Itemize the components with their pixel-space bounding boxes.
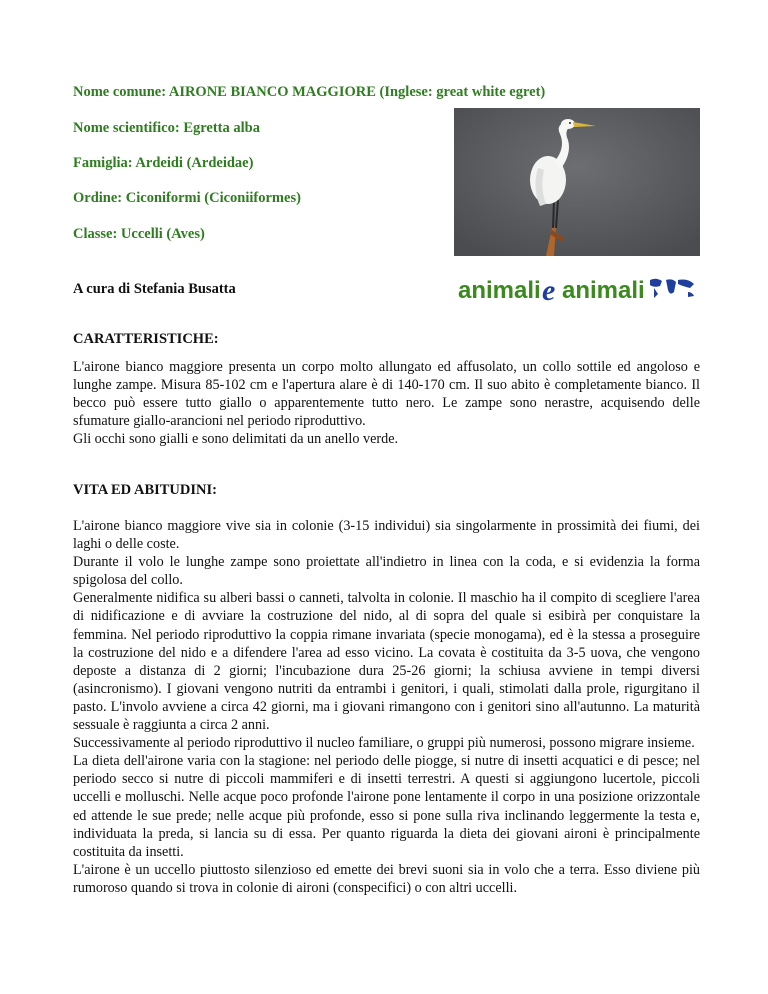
- common-name: Nome comune: AIRONE BIANCO MAGGIORE (Inglese: great white egret): [73, 84, 546, 100]
- text-line: Generalmente nidifica su alberi bassi o canneti, talvolta in colonie. Il maschio ha il compito di scegliere l'area di nidificazione e di avviare la costruzione del nido, al di sopra del quale si esibirà per conquistare la femmina. Nel periodo riproduttivo la coppia rimane invariata (specie monogama), ed è la stessa a proseguire la costruzione del nido e a difendere l'area ad esso vicino. La covata è costituita da 3-5 uova, che vengono deposte a distanza di 2 giorni; l'incubazione dura 25-26 giorni; la schiusa avviene in tempi diversi (asincronismo). I giovani vengono nutriti da entrambi i genitori, i quali, stimolati dalla prole, rigurgitano il pasto. L'involo avviene a circa 42 giorni, ma i giovani rimangono con i genitori sino all'autunno. La maturità sessuale è raggiunta a circa 2 anni.: [73, 590, 700, 734]
- text-line: Durante il volo le lunghe zampe sono proiettate all'indietro in linea con la coda, e si evidenzia la forma spigolosa del collo.: [73, 554, 700, 589]
- text-line: Gli occhi sono gialli e sono delimitati da un anello verde.: [73, 431, 399, 448]
- logo-text-e: e: [542, 274, 556, 306]
- text-line: La dieta dell'airone varia con la stagione: nel periodo delle piogge, si nutre di insetti acquatici e di pesce; nel periodo secco si nutre di piccoli mammiferi e di insetti terrestri. A questi si aggiungono lucertole, piccoli uccelli e molluschi. Nelle acque poco profonde l'airone pone lentamente il corpo in una posizione orizzontale ed attende le sue prede; nelle acque più profonde, esso si pone sulla riva inclinando leggermente la testa e, individuata la preda, si lancia su di essa. Per quanto riguarda la dieta dei giovani aironi è principalmente costituita da insetti.: [73, 753, 700, 860]
- section-title-caratteristiche: CARATTERISTICHE:: [73, 331, 219, 347]
- curator: A cura di Stefania Busatta: [73, 281, 236, 297]
- logo-graphic: [456, 272, 700, 306]
- logo-text-1: animali: [458, 277, 541, 304]
- logo-text-2: animali: [562, 277, 645, 304]
- text-line: L'airone bianco maggiore vive sia in colonie (3-15 individui) sia singolarmente in prossimità dei fiumi, dei laghi o delle coste.: [73, 518, 700, 553]
- section-title-vita: VITA ED ABITUDINI:: [73, 482, 217, 498]
- paragraph-vita: [73, 517, 700, 897]
- class: Classe: Uccelli (Aves): [73, 226, 205, 242]
- scientific-name: Nome scientifico: Egretta alba: [73, 120, 260, 136]
- text-line: Successivamente al periodo riproduttivo il nucleo familiare, o gruppi più numerosi, possono migrare insieme.: [73, 735, 695, 752]
- egret-illustration: [454, 108, 700, 256]
- order: Ordine: Ciconiformi (Ciconiiformes): [73, 190, 301, 206]
- text-line: L'airone è un uccello piuttosto silenzioso ed emette dei brevi suoni sia in volo che a terra. Esso diviene più rumoroso quando si trova in colonie di aironi (conspecifici) o con altri uccelli.: [73, 861, 700, 896]
- animali-e-animali-logo: [456, 272, 700, 306]
- paragraph-caratteristiche: [73, 358, 700, 448]
- family: Famiglia: Ardeidi (Ardeidae): [73, 155, 254, 171]
- egret-photo: [454, 108, 700, 256]
- text-line: L'airone bianco maggiore presenta un corpo molto allungato ed affusolato, un collo sottile ed angoloso e lunghe zampe. Misura 85-102 cm e l'apertura alare è di 140-170 cm. Il suo abito è completamente bianco. Il becco può essere tutto giallo o apparentemente tutto nero. Le zampe sono nerastre, acquisendo delle sfumature giallo-arancioni nel periodo riproduttivo.: [73, 359, 700, 430]
